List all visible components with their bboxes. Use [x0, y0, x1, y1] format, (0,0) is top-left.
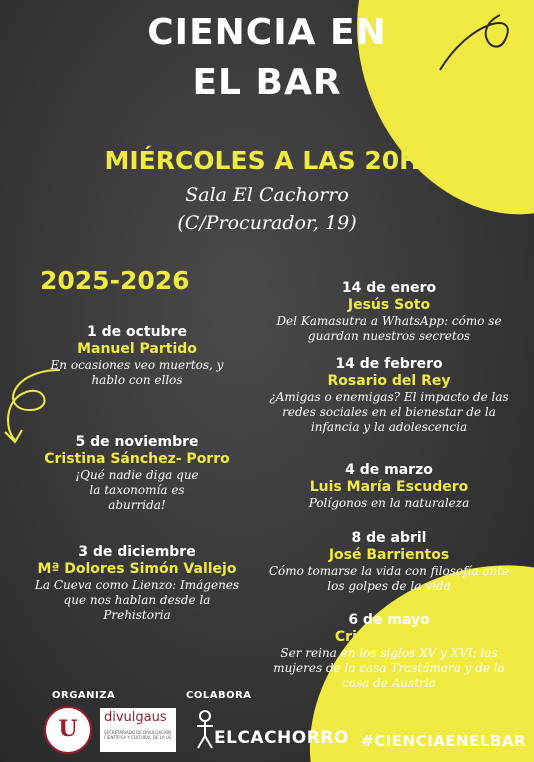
title-line-1: CIENCIA EN	[147, 12, 387, 53]
talk-speaker: Cristina Moya	[334, 629, 444, 645]
organiza-label: ORGANIZA	[52, 690, 116, 701]
talk-item	[254, 356, 524, 435]
arrow-head-left	[5, 430, 22, 442]
talk-item	[254, 530, 524, 594]
colabora-label: COLABORA	[186, 690, 252, 701]
university-logo	[44, 706, 92, 754]
talk-speaker: Manuel Partido	[77, 341, 197, 357]
talk-speaker: Jesús Soto	[347, 297, 431, 313]
talk-item	[22, 324, 252, 388]
talk-speaker: Cristina Sánchez- Porro	[44, 451, 230, 467]
talk-date: 5 de noviembre	[75, 434, 199, 450]
talk-topic: Del Kamasutra a WhatsApp: cómo se guardan nuestros secretos	[276, 314, 502, 343]
talk-item	[254, 612, 524, 691]
talk-date: 6 de mayo	[348, 612, 430, 628]
divulgaus-subtitle: SECRETARIADO DE DIVULGACIÓN CIENTÍFICA Y CULTURAL DE LA US	[104, 730, 172, 740]
el-cachorro-logo	[194, 706, 349, 756]
venue-name: Sala El Cachorro	[185, 184, 349, 206]
season-label: 2025-2026	[40, 266, 190, 295]
talk-item	[254, 462, 524, 511]
talk-item	[254, 280, 524, 344]
talk-topic: La Cueva como Lienzo: Imágenes que nos hablan desde la Prehistoria	[34, 578, 240, 622]
talk-date: 8 de abril	[351, 530, 427, 546]
title-line-2: EL BAR	[192, 62, 342, 103]
talk-topic: ¿Amigas o enemigas? El impacto de las redes sociales en el bienestar de la infancia y la adolescencia	[269, 390, 509, 434]
venue-address: (C/Procurador, 19)	[177, 212, 357, 234]
talk-date: 14 de febrero	[335, 356, 443, 372]
talk-speaker: Mª Dolores Simón Vallejo	[37, 561, 237, 577]
footer-logos	[0, 686, 534, 762]
talk-speaker: Rosario del Rey	[327, 373, 451, 389]
talk-topic: En ocasiones veo muertos, y hablo con ellos	[50, 358, 224, 387]
talk-speaker: Luis María Escudero	[309, 479, 469, 495]
talk-date: 14 de enero	[341, 280, 437, 296]
talk-date: 3 de diciembre	[78, 544, 196, 560]
divulgaus-logo	[100, 708, 176, 752]
university-logo-initial: U	[58, 716, 78, 742]
talk-item	[22, 434, 252, 513]
talk-topic: ¡Qué nadie diga que la taxonomía es aburrida!	[75, 468, 199, 512]
talk-item	[12, 544, 262, 623]
el-cachorro-name: ELCACHORRO	[214, 728, 349, 748]
talk-date: 1 de octubre	[86, 324, 187, 340]
person-icon	[194, 710, 216, 750]
talk-date: 4 de marzo	[345, 462, 433, 478]
talk-speaker: José Barrientos	[328, 547, 450, 563]
talk-topic: Ser reina en los siglos XV y XVI: las mujeres de la casa Trastámara y de la casa de Austria	[273, 646, 505, 690]
talk-topic: Cómo tomarse la vida con filosofía ante los golpes de la vida	[268, 564, 510, 593]
schedule-text: MIÉRCOLES A LAS 20H.	[104, 146, 430, 175]
divulgaus-name: divulgaus	[104, 710, 167, 725]
talk-topic: Polígonos en la naturaleza	[308, 496, 470, 510]
hashtag: #CIENCIAENELBAR	[361, 732, 526, 750]
